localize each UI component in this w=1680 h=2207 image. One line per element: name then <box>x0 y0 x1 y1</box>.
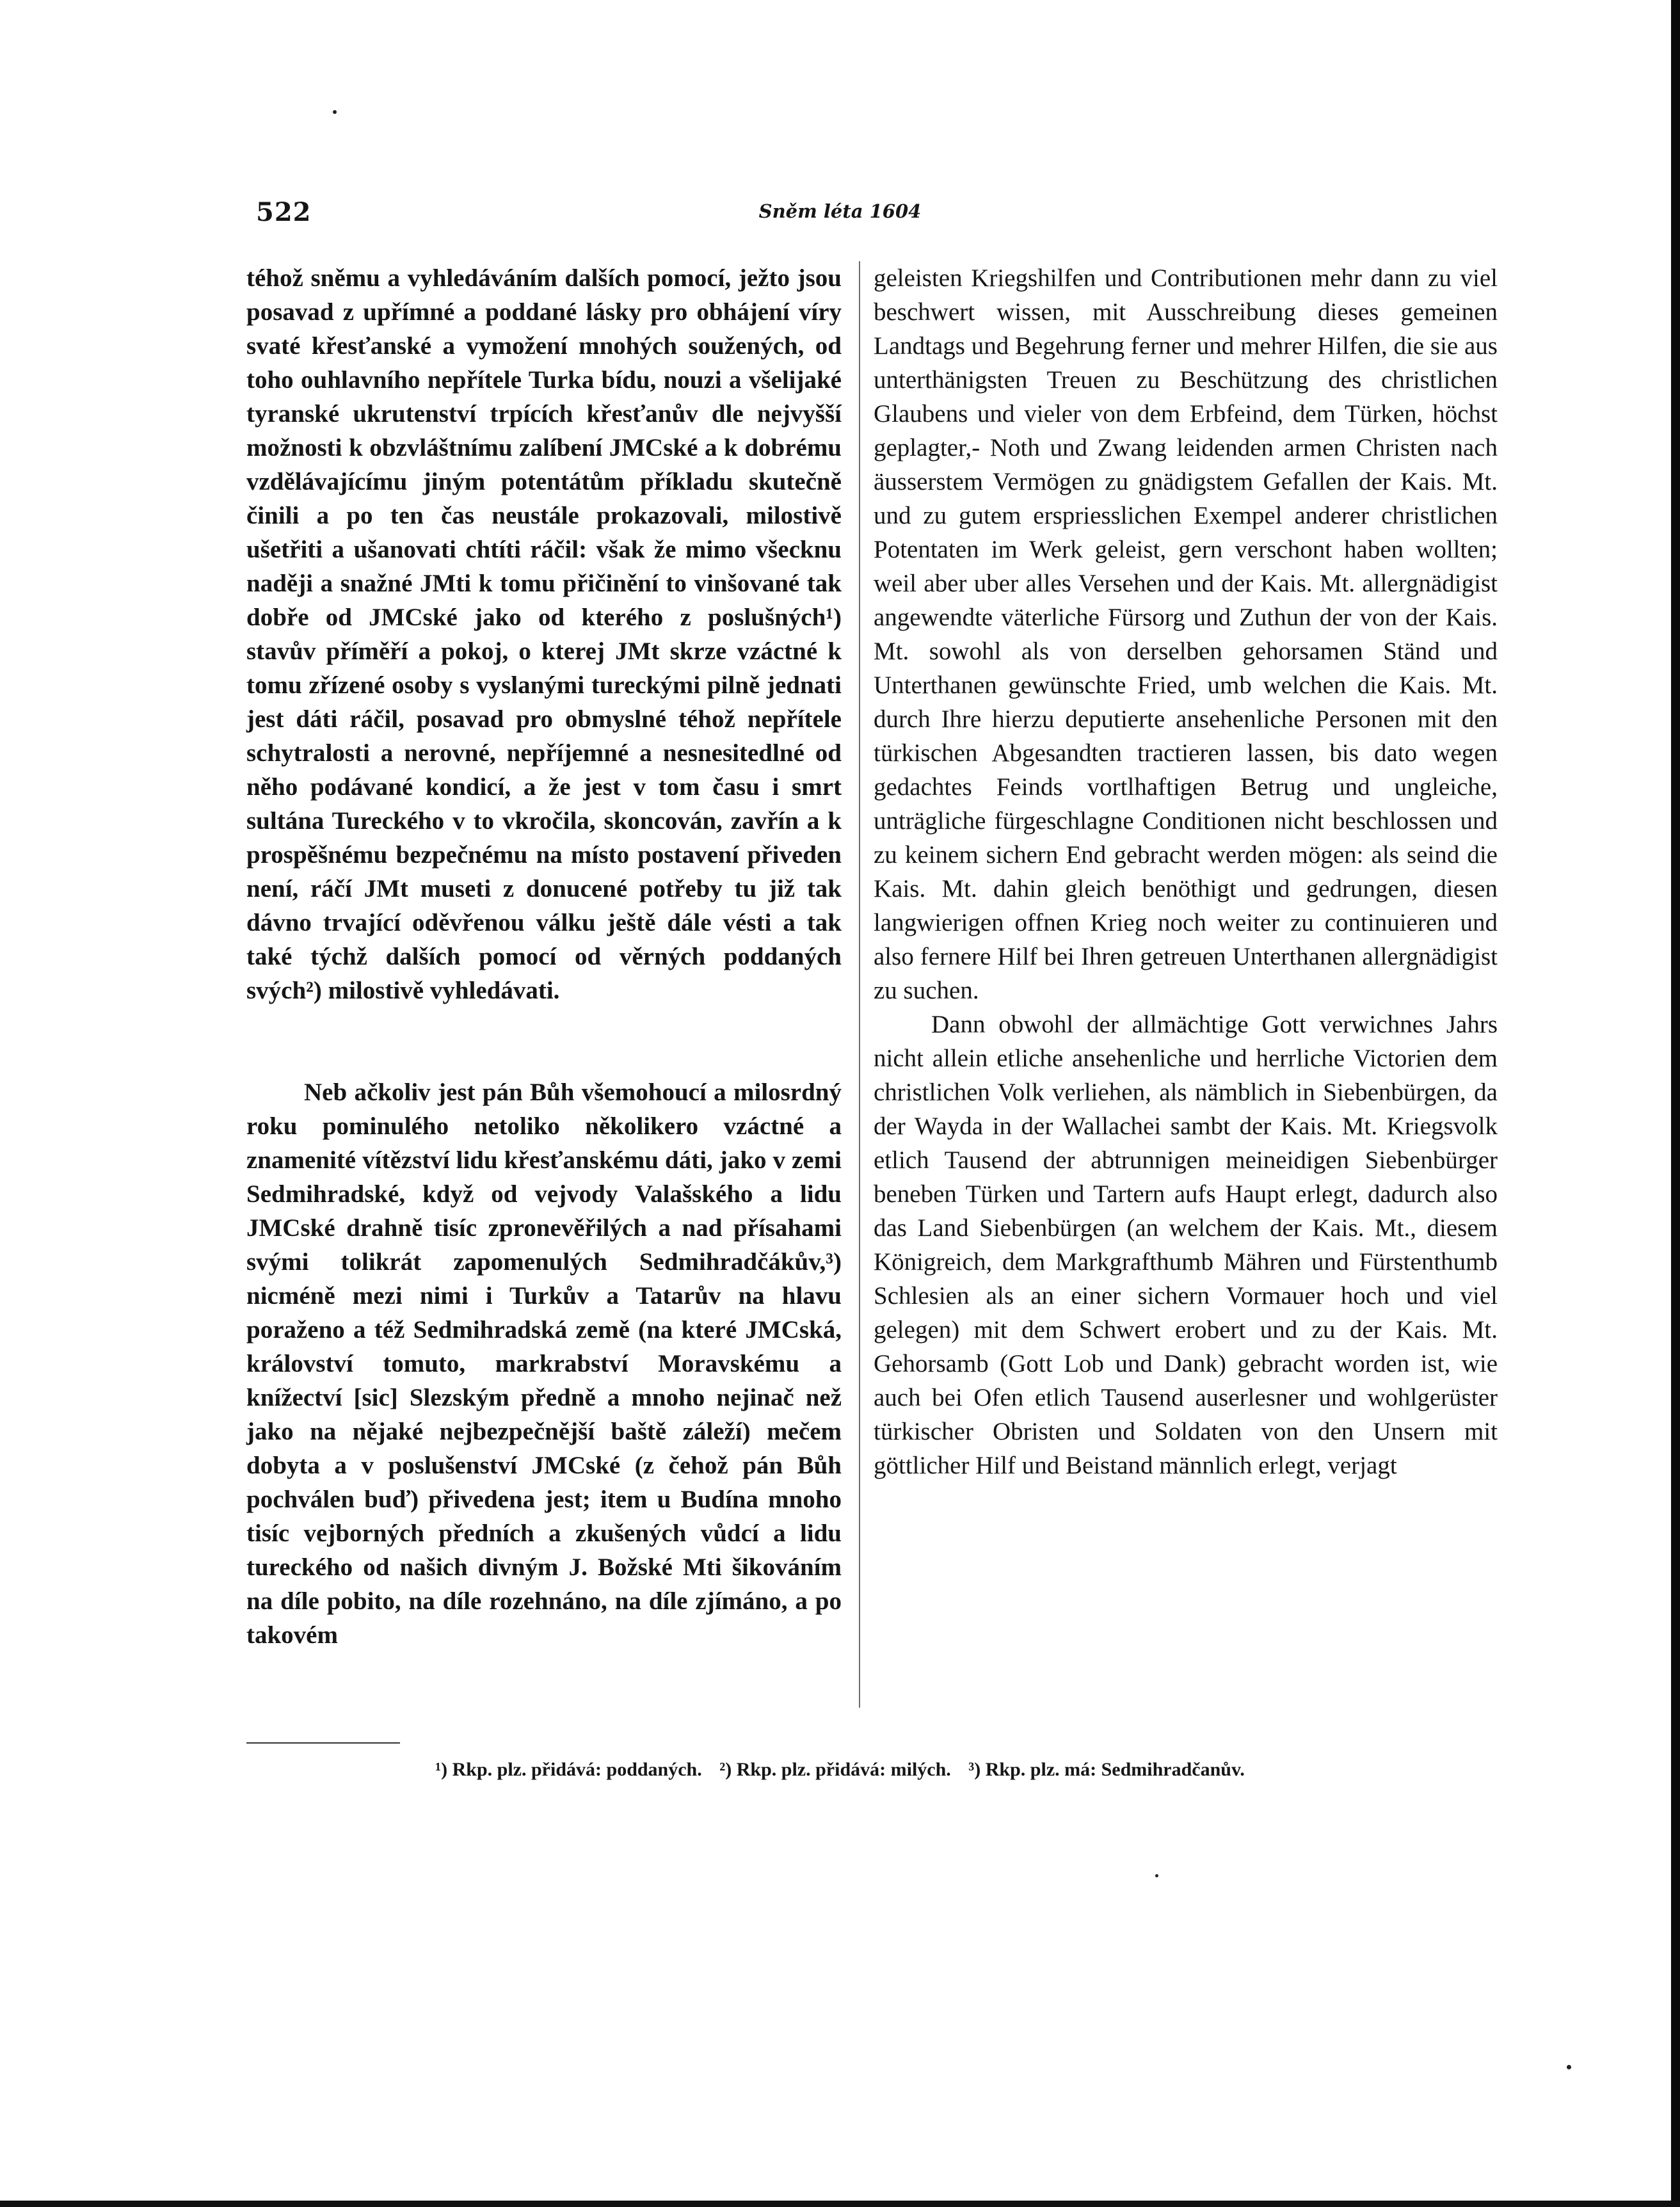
right-column <box>874 261 1498 1482</box>
footnote-1: ¹) Rkp. plz. přidává: poddaných. <box>435 1759 702 1780</box>
column-divider <box>859 261 860 1708</box>
scan-edge-right <box>1671 0 1680 2207</box>
footnote-2: ²) Rkp. plz. přidává: milých. <box>719 1759 951 1780</box>
footnotes <box>0 1759 1680 1781</box>
paragraph-gap <box>246 1007 842 1075</box>
scan-speck <box>333 110 337 114</box>
scan-speck <box>1567 2065 1571 2069</box>
left-column <box>246 261 842 1652</box>
footnote-rule <box>246 1742 400 1744</box>
right-paragraph-2: Dann obwohl der allmächtige Gott verwichnes Jahrs nicht allein etliche ansehenliche und herrliche Victorien dem christlichen Volk verliehen, als nämblich in Siebenbürgen, da der Wayda in der Wallachei sambt der Kais. Mt. Kriegsvolk etlich Tausend der abtrunnigen meineidigen Siebenbürger beneben Türken und Tartern aufs Haupt erlegt, dadurch also das Land Siebenbürgen (an welchem der Kais. Mt., diesem Königreich, dem Markgrafthumb Mähren und Fürstenthumb Schlesien als an einer sichern Vormauer hoch und viel gelegen) mit dem Schwert erobert und zu der Kais. Mt. Gehorsamb (Gott Lob und Dank) gebracht worden ist, wie auch bei Ofen etlich Tausend auserlesner und wohlgerüster türkischer Obristen und Soldaten von den Unsern mit göttlicher Hilf und Beistand männlich erlegt, verjagt <box>874 1011 1498 1479</box>
scan-edge-bottom <box>0 2201 1680 2207</box>
scan-speck <box>1155 1874 1158 1877</box>
right-paragraph-1: geleisten Kriegshilfen und Contributionen mehr dann zu viel beschwert wissen, mit Ausschreibung dieses gemeinen Landtags und Begehrung ferner und mehrer Hilfen, die sie aus unterthänigsten Treuen zu Beschützung des christlichen Glaubens und vieler von dem Erbfeind, dem Türken, höchst geplagter,- Noth und Zwang leidenden armen Christen nach äusserstem Vermögen zu gnädigstem Gefallen der Kais. Mt. und zu gutem erspriesslichen Exempel anderer christlichen Potentaten im Werk geleist, gern verschont haben wollten; weil aber uber alles Versehen und der Kais. Mt. allergnädigist angewendte väterliche Fürsorg und Zuthun der von der Kais. Mt. sowohl als von derselben gehorsamen Ständ und Unterthanen gewünschte Fried, umb welchen die Kais. Mt. durch Ihre hierzu deputierte ansehenliche Personen mit den türkischen Abgesandten tractieren lassen, bis dato wegen gedachtes Feinds vortlhaftigen Betrug und ungleiche, unträgliche fürgeschlagne Conditionen nicht beschlossen und zu keinem sichern End gebracht werden mögen: als seind die Kais. Mt. dahin gleich benöthigt und gedrungen, diesen langwierigen offnen Krieg noch weiter zu continuieren und also fernere Hilf bei Ihren getreuen Unterthanen allergnädigist zu suchen. <box>874 264 1498 1004</box>
page-number: 522 <box>256 197 312 227</box>
running-title: Sněm léta 1604 <box>758 200 922 222</box>
footnote-3: ³) Rkp. plz. má: Sedmihradčanův. <box>968 1759 1245 1780</box>
left-paragraph-1: téhož sněmu a vyhledáváním dalších pomocí, ježto jsou posavad z upřímné a poddané lásky pro obhájení víry svaté křesťanské a vymožení mnohých soužených, od toho ouhlavního nepřítele Turka bídu, nouzi a všelijaké tyranské ukrutenství trpících křesťanův dle nejvyšší možnosti k obzvláštnímu zalíbení JMCské a k dobrému vzdělávajícímu jiným potentátům příkladu skutečně činili a po ten čas neustále prokazovali, milostivě ušetřiti a ušanovati chtíti ráčil: však že mimo všecknu naději a snažné JMti k tomu přičinění to vinšované tak dobře od JMCské jako od kterého z poslušných¹) stavův příměří a pokoj, o kterej JMt skrze vzáctné k tomu zřízené osoby s vyslanými tureckými pilně jednati jest dáti ráčil, posavad pro obmyslné téhož nepřítele schytralosti a nerovné, nepříjemné a nesnesitedlné od něho podávané kondicí, a že jest v tom času i smrt sultána Tureckého v to vkročila, skoncován, zavřín a k prospěšnému bezpečnému na místo postavení přiveden není, ráčí JMt museti z donucené potřeby tu již tak dávno trvající oděvřenou válku ještě dále vésti a tak také týchž dalších pomocí od věrných poddaných svých²) milostivě vyhledávati. <box>246 264 842 1004</box>
left-paragraph-2: Neb ačkoliv jest pán Bůh všemohoucí a milosrdný roku pominulého netoliko několikero vzáctné a znamenité vítězství lidu křesťanskému dáti, jako v zemi Sedmihradské, když od vejvody Valašského a lidu JMCské drahně tisíc zpronevěřilých a nad přísahami svými tolikrát zapomenulých Sedmihradčákův,³) nicméně mezi nimi i Turkův a Tatarův na hlavu poraženo a též Sedmihradská země (na které JMCská, království tomuto, markrabství Moravskému a knížectví [sic] Slezským předně a mnoho nejinač než jako na nějaké nejbezpečnější baště záleží) mečem dobyta a v poslušenství JMCské (z čehož pán Bůh pochválen buď) přivedena jest; item u Budína mnoho tisíc vejborných předních a zkušených vůdcí a lidu tureckého od našich divným J. Božské Mti šikováním na díle pobito, na díle rozehnáno, na díle zjímáno, a po takovém <box>246 1079 842 1649</box>
